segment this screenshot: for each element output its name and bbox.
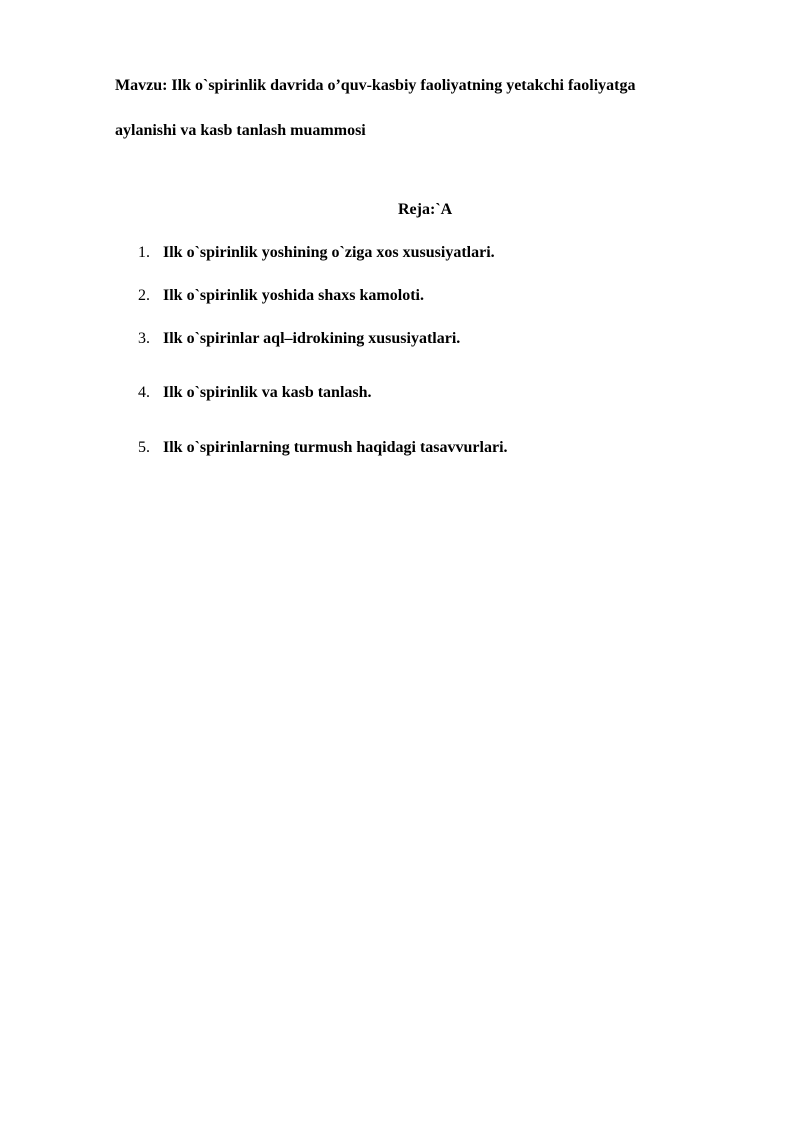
document-title-line-1: Mavzu: Ilk o`spirinlik davrida o’quv-kasbiy faoliyatning yetakchi faoliyatga [115,77,636,94]
plan-item-text: Ilk o`spirinlik va kasb tanlash. [163,384,372,401]
plan-item-number: 5. [138,439,150,456]
plan-item-text: Ilk o`spirinlik yoshining o`ziga xos xususiyatlari. [163,244,495,261]
plan-item-number: 4. [138,384,150,401]
plan-list-item [138,287,424,305]
plan-item-text: Ilk o`spirinlik yoshida shaxs kamoloti. [163,287,424,304]
plan-item-text: Ilk o`spirinlarning turmush haqidagi tasavvurlari. [163,439,508,456]
plan-list-item [138,244,495,262]
plan-list-item [138,439,508,457]
document-title-line-2: aylanishi va kasb tanlash muammosi [115,122,366,139]
plan-item-number: 2. [138,287,150,304]
plan-item-text: Ilk o`spirinlar aql–idrokining xususiyatlari. [163,330,461,347]
plan-item-number: 3. [138,330,150,347]
plan-heading: Reja:`A [398,201,453,218]
plan-item-number: 1. [138,244,150,261]
plan-list-item [138,384,372,402]
plan-list-item [138,330,460,348]
